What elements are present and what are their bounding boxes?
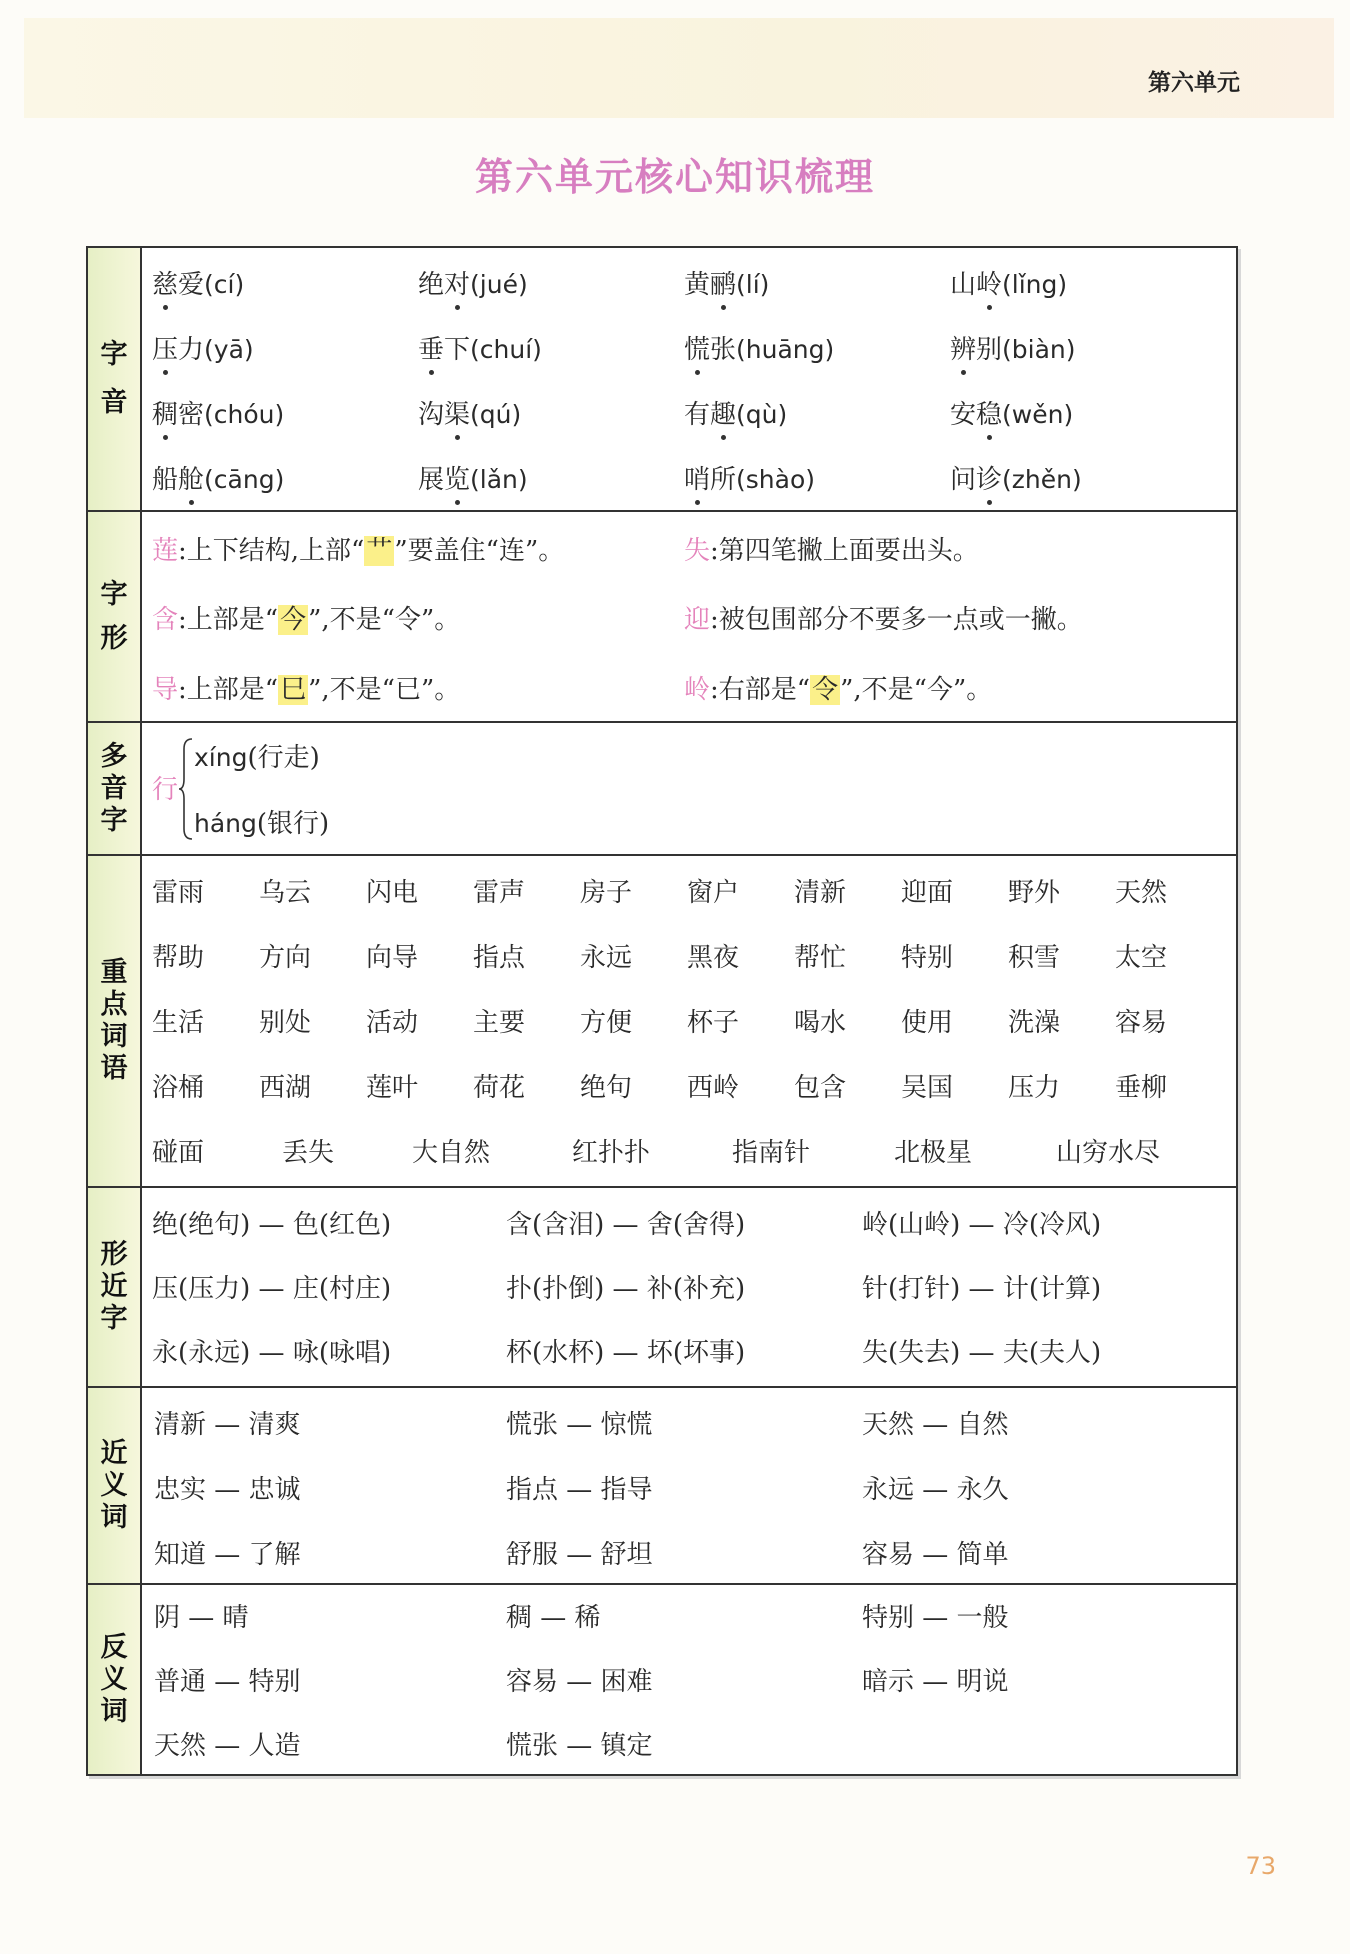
- dotted-char: 稳: [976, 400, 1003, 430]
- glyph-char: 莲: [152, 536, 179, 566]
- dotted-char: 岭: [976, 270, 1003, 300]
- label-char: 义: [100, 1469, 128, 1501]
- section-fanyi: [88, 1585, 1236, 1774]
- synonym-pair: 舒服 — 舒坦: [506, 1540, 653, 1570]
- pinyin-item: [950, 329, 1076, 366]
- label-char: 字: [100, 578, 128, 610]
- vocab-word: 天然: [1115, 878, 1168, 908]
- pre: 安: [950, 400, 977, 430]
- vocab-word: 指南针: [732, 1138, 811, 1168]
- vocab-word: 闪电: [366, 878, 419, 908]
- glyph-note: [152, 599, 460, 636]
- post: 下: [444, 335, 471, 365]
- glyph-char: 迎: [684, 605, 711, 635]
- label-char: 音: [100, 387, 128, 418]
- dotted-char: 哨: [684, 465, 711, 495]
- pinyin: (biàn): [1002, 335, 1076, 364]
- pinyin: (shào): [736, 465, 816, 494]
- section-label: [88, 1388, 142, 1583]
- label-char: 近: [100, 1437, 128, 1469]
- vocab-word: 房子: [580, 878, 633, 908]
- post: 力: [178, 335, 205, 365]
- synonym-pair: 永远 — 永久: [862, 1475, 1009, 1505]
- pinyin: (zhěn): [1002, 465, 1082, 494]
- vocab-word: 窗户: [687, 878, 740, 908]
- dotted-char: 稠: [152, 400, 179, 430]
- label-char: 重: [100, 957, 128, 988]
- vocab-word: 积雪: [1008, 943, 1061, 973]
- similar-char-pair: 岭(山岭) — 冷(冷风): [862, 1210, 1102, 1240]
- section-label: [88, 248, 142, 510]
- glyph-char: 岭: [684, 675, 711, 705]
- pinyin: (qù): [736, 400, 788, 429]
- similar-char-pair: 永(永远) — 咏(咏唱): [152, 1338, 392, 1368]
- dotted-char: 对: [444, 270, 471, 300]
- dotted-char: 压: [152, 335, 179, 365]
- post: 爱: [178, 270, 205, 300]
- dotted-char: 慌: [684, 335, 711, 365]
- pinyin-item: [418, 394, 521, 431]
- pinyin: (cí): [204, 270, 245, 299]
- dotted-char: 垂: [418, 335, 445, 365]
- pinyin-item: [418, 329, 542, 366]
- glyph-char: 失: [684, 536, 711, 566]
- note-text: ”,不是“令”。: [308, 605, 461, 635]
- reading-1: xíng(行走): [194, 743, 320, 773]
- section-zixing: [88, 512, 1236, 723]
- pre: 山: [950, 270, 977, 300]
- similar-char-pair: 绝(绝句) — 色(红色): [152, 1210, 392, 1240]
- antonym-pair: 慌张 — 镇定: [506, 1731, 653, 1761]
- similar-char-pair: 针(打针) — 计(计算): [862, 1274, 1102, 1304]
- vocab-word: 压力: [1008, 1073, 1061, 1103]
- vocab-word: 洗澡: [1008, 1008, 1061, 1038]
- vocab-word: 黑夜: [687, 943, 740, 973]
- dotted-char: 慈: [152, 270, 179, 300]
- pre: 绝: [418, 270, 445, 300]
- pinyin-item: [152, 264, 244, 301]
- unit-label: 第六单元: [1148, 70, 1240, 96]
- similar-char-pair: 失(失去) — 夫(夫人): [862, 1338, 1102, 1368]
- vocab-word: 乌云: [259, 878, 312, 908]
- vocab-word: 使用: [901, 1008, 954, 1038]
- vocab-word: 西湖: [259, 1073, 312, 1103]
- vocab-word: 野外: [1008, 878, 1061, 908]
- note-text: :第四笔撇上面要出头。: [710, 536, 979, 566]
- vocab-word: 西岭: [687, 1073, 740, 1103]
- pinyin: (chuí): [470, 335, 542, 364]
- vocab-word: 帮助: [152, 943, 205, 973]
- label-char: 字: [100, 339, 128, 370]
- synonym-pair: 慌张 — 惊慌: [506, 1410, 653, 1440]
- note-text: :被包围部分不要多一点或一撇。: [710, 605, 1083, 635]
- synonym-pair: 天然 — 自然: [862, 1410, 1009, 1440]
- vocab-word: 包含: [794, 1073, 847, 1103]
- vocab-word: 清新: [794, 878, 847, 908]
- post: 所: [710, 465, 737, 495]
- vocab-word: 浴桶: [152, 1073, 205, 1103]
- vocab-word: 向导: [366, 943, 419, 973]
- dotted-char: 舱: [178, 465, 205, 495]
- label-char: 字: [100, 804, 128, 836]
- pre: 有: [684, 400, 711, 430]
- label-char: 多: [100, 740, 128, 772]
- vocab-word: 主要: [473, 1008, 526, 1038]
- antonym-pair: 稠 — 稀: [506, 1603, 601, 1633]
- pre: 沟: [418, 400, 445, 430]
- vocab-word: 北极星: [894, 1138, 973, 1168]
- pinyin-item: [950, 264, 1067, 301]
- vocab-word: 山穷水尽: [1056, 1138, 1161, 1168]
- label-char: 形: [100, 622, 128, 654]
- pinyin-item: [152, 394, 284, 431]
- highlight: 令: [812, 675, 839, 705]
- pre: 黄: [684, 270, 711, 300]
- brace-icon: [178, 737, 194, 841]
- vocab-word: 丢失: [282, 1138, 335, 1168]
- pinyin-item: [152, 329, 254, 366]
- vocab-word: 莲叶: [366, 1073, 419, 1103]
- antonym-pair: 容易 — 困难: [506, 1667, 653, 1697]
- vocab-word: 特别: [901, 943, 954, 973]
- similar-char-pair: 扑(扑倒) — 补(补充): [506, 1274, 746, 1304]
- glyph-note: [152, 669, 460, 706]
- pinyin-item: [684, 394, 787, 431]
- pinyin: (cāng): [204, 465, 285, 494]
- vocab-word: 喝水: [794, 1008, 847, 1038]
- section-duoyin: [88, 723, 1236, 856]
- note-text: :上下结构,上部“: [178, 536, 365, 566]
- pinyin: (lǐng): [1002, 270, 1068, 299]
- similar-char-pair: 含(含泪) — 舍(舍得): [506, 1210, 746, 1240]
- dotted-char: 诊: [976, 465, 1003, 495]
- pinyin: (huāng): [736, 335, 835, 364]
- label-char: 字: [100, 1303, 128, 1334]
- pinyin: (lǎn): [470, 465, 528, 494]
- highlight: 艹: [366, 536, 393, 566]
- pinyin-item: [950, 459, 1082, 496]
- glyph-char: 导: [152, 675, 179, 705]
- glyph-note: [684, 669, 992, 706]
- pinyin: (wěn): [1002, 400, 1074, 429]
- vocab-word: 吴国: [901, 1073, 954, 1103]
- section-ciyu: [88, 856, 1236, 1188]
- page-title: 第六单元核心知识梳理: [474, 155, 875, 199]
- highlight: 巳: [280, 675, 307, 705]
- vocab-word: 帮忙: [794, 943, 847, 973]
- vocab-word: 雷声: [473, 878, 526, 908]
- synonym-pair: 忠实 — 忠诚: [154, 1475, 301, 1505]
- label-char: 语: [100, 1053, 128, 1084]
- pinyin: (qú): [470, 400, 522, 429]
- pinyin-item: [418, 264, 528, 301]
- section-label: [88, 1188, 142, 1386]
- pinyin-item: [152, 459, 284, 496]
- note-text: :上部是“: [178, 675, 279, 705]
- polyphone-char: 行: [152, 775, 179, 805]
- antonym-pair: 阴 — 晴: [154, 1603, 249, 1633]
- label-char: 近: [100, 1271, 128, 1302]
- pinyin: (lí): [736, 270, 770, 299]
- dotted-char: 辨: [950, 335, 977, 365]
- vocab-word: 红扑扑: [572, 1138, 651, 1168]
- section-label: [88, 856, 142, 1186]
- note-text: ”要盖住“连”。: [394, 536, 565, 566]
- dotted-char: 鹂: [710, 270, 737, 300]
- post: 密: [178, 400, 205, 430]
- similar-char-pair: 杯(水杯) — 坏(坏事): [506, 1338, 746, 1368]
- vocab-word: 大自然: [412, 1138, 491, 1168]
- pinyin: (jué): [470, 270, 528, 299]
- dotted-char: 渠: [444, 400, 471, 430]
- antonym-pair: 暗示 — 明说: [862, 1667, 1009, 1697]
- label-char: 词: [100, 1501, 128, 1533]
- vocab-word: 生活: [152, 1008, 205, 1038]
- synonym-pair: 知道 — 了解: [154, 1540, 301, 1570]
- header-band: [24, 18, 1334, 118]
- glyph-note: [684, 530, 979, 567]
- section-label: [88, 512, 142, 721]
- vocab-word: 雷雨: [152, 878, 205, 908]
- antonym-pair: 普通 — 特别: [154, 1667, 301, 1697]
- section-ziyin: [88, 248, 1236, 512]
- post: 别: [976, 335, 1003, 365]
- synonym-pair: 指点 — 指导: [506, 1475, 653, 1505]
- section-xingjin: [88, 1188, 1236, 1388]
- pinyin-item: [684, 329, 834, 366]
- dotted-char: 览: [444, 465, 471, 495]
- vocab-word: 永远: [580, 943, 633, 973]
- vocab-word: 碰面: [152, 1138, 205, 1168]
- note-text: :上部是“: [178, 605, 279, 635]
- pinyin-item: [418, 459, 528, 496]
- vocab-word: 容易: [1115, 1008, 1168, 1038]
- vocab-word: 杯子: [687, 1008, 740, 1038]
- note-text: ”,不是“已”。: [308, 675, 461, 705]
- vocab-word: 方便: [580, 1008, 633, 1038]
- synonym-pair: 容易 — 简单: [862, 1540, 1009, 1570]
- post: 张: [710, 335, 737, 365]
- pre: 展: [418, 465, 445, 495]
- pinyin-item: [684, 459, 815, 496]
- pre: 问: [950, 465, 977, 495]
- label-char: 点: [100, 989, 128, 1020]
- vocab-word: 活动: [366, 1008, 419, 1038]
- vocab-word: 垂柳: [1115, 1073, 1168, 1103]
- vocab-word: 太空: [1115, 943, 1168, 973]
- pinyin-item: [684, 264, 769, 301]
- label-char: 反: [100, 1631, 128, 1663]
- vocab-word: 绝句: [580, 1073, 633, 1103]
- section-label: [88, 1585, 142, 1774]
- pinyin: (chóu): [204, 400, 285, 429]
- vocab-word: 荷花: [473, 1073, 526, 1103]
- label-char: 词: [100, 1695, 128, 1727]
- section-label: [88, 723, 142, 854]
- pre: 船: [152, 465, 179, 495]
- knowledge-table: [86, 246, 1238, 1776]
- glyph-char: 含: [152, 605, 179, 635]
- pinyin: (yā): [204, 335, 254, 364]
- label-char: 音: [100, 772, 128, 804]
- pinyin-item: [950, 394, 1073, 431]
- vocab-word: 迎面: [901, 878, 954, 908]
- reading-2: háng(银行): [194, 809, 330, 839]
- page-number: 73: [1245, 1852, 1276, 1880]
- highlight: 今: [280, 605, 307, 635]
- glyph-note: [684, 599, 1083, 636]
- note-text: :右部是“: [710, 675, 811, 705]
- antonym-pair: 特别 — 一般: [862, 1603, 1009, 1633]
- label-char: 形: [100, 1239, 128, 1270]
- label-char: 义: [100, 1663, 128, 1695]
- antonym-pair: 天然 — 人造: [154, 1731, 301, 1761]
- dotted-char: 趣: [710, 400, 737, 430]
- glyph-note: [152, 530, 564, 567]
- vocab-word: 方向: [259, 943, 312, 973]
- section-jinyi: [88, 1388, 1236, 1585]
- vocab-word: 指点: [473, 943, 526, 973]
- synonym-pair: 清新 — 清爽: [154, 1410, 301, 1440]
- similar-char-pair: 压(压力) — 庄(村庄): [152, 1274, 392, 1304]
- vocab-word: 别处: [259, 1008, 312, 1038]
- note-text: ”,不是“今”。: [840, 675, 993, 705]
- label-char: 词: [100, 1021, 128, 1052]
